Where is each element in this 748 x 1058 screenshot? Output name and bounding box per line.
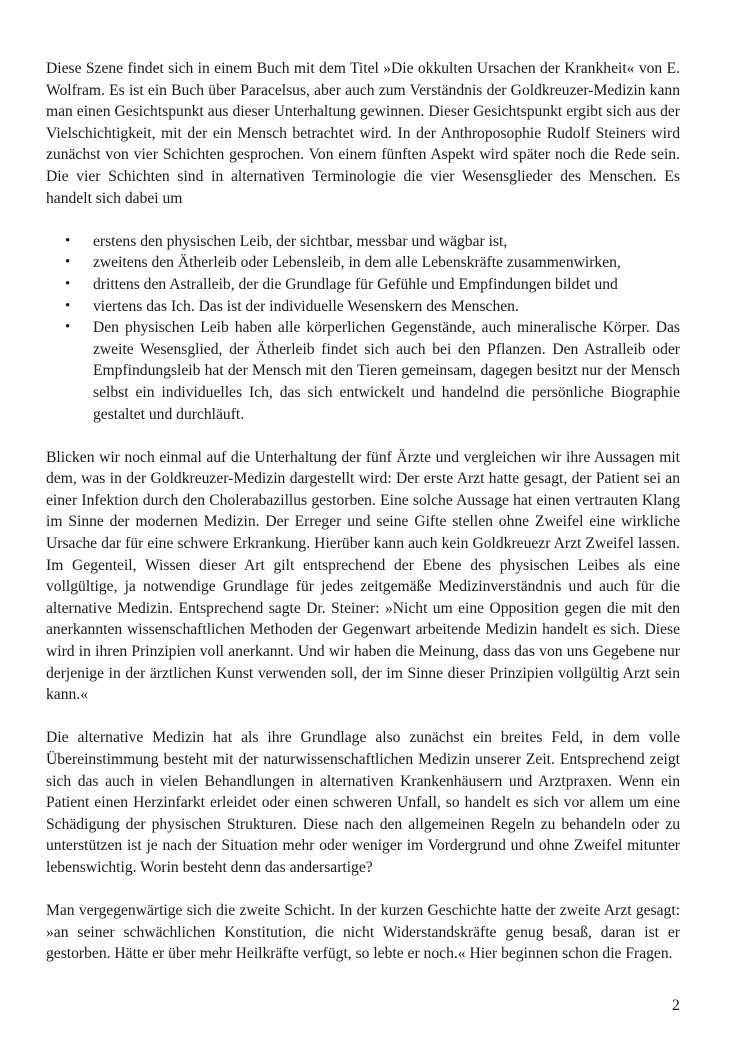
list-item — [46, 252, 680, 274]
list-item-text: drittens den Astralleib, der die Grundlage für Gefühle und Empfindungen bildet und — [93, 275, 618, 293]
paragraph-aerzte: Blicken wir noch einmal auf die Unterhaltung der fünf Ärzte und vergleichen wir ihre Aussagen mit dem, was in der Goldkreuzer-Medizin dargestellt wird: Der erste Arzt hatte gesagt, der Patient sei an einer Infektion durch den Cholerabazillus gestorben. Eine solche Aussage hat einen vertrauten Klang im Sinne der modernen Medizin. Der Erreger und seine Gifte stellen ohne Zweifel eine wirkliche Ursache dar für eine schwere Erkrankung. Hierüber kann auch kein Goldkreuezr Arzt Zweifel lassen. Im Gegenteil, Wissen dieser Art gilt entsprechend der Ebene des physischen Leibes als eine vollgültige, ja notwendige Grundlage für jedes zeitgemäße Medizinverständnis und auch für die alternative Medizin. Entsprechend sagte Dr. Steiner: »Nicht um eine Opposition gegen die mit den anerkannten wissenschaftlichen Methoden der Gegenwart arbeitende Medizin handelt es sich. Diese wird in ihren Prinzipien voll anerkannt. Und wir haben die Meinung, dass das von uns Gegebene nur derjenige in der ärztlichen Kunst verwenden soll, der im Sinne dieser Prinzipien vollgültig Arzt sein kann.« — [46, 448, 680, 704]
list-item — [46, 231, 680, 253]
bullet-icon: • — [65, 319, 71, 336]
wesensglieder-list — [46, 231, 680, 425]
list-item — [46, 317, 680, 425]
list-item-text: erstens den physischen Leib, der sichtbar, messbar und wägbar ist, — [93, 232, 508, 250]
bullet-icon: • — [65, 232, 71, 249]
bullet-icon: • — [65, 275, 71, 292]
paragraph-zweite-schicht: Man vergegenwärtige sich die zweite Schicht. In der kurzen Geschichte hatte der zweite Arzt gesagt: »an seiner schwächlichen Konstitution, die nicht Widerstandskräfte genug besaß, daran ist er gestorben. Hätte er über mehr Heilkräfte verfügt, so lebte er noch.« Hier beginnen schon die Fragen. — [46, 902, 680, 963]
paragraph-alternative-medizin: Die alternative Medizin hat als ihre Grundlage also zunächst ein breites Feld, in dem volle Übereinstimmung besteht mit der naturwissenschaftlichen Medizin unserer Zeit. Entsprechend zeigt sich das auch in vielen Behandlungen in alternativen Krankenhäusern und Arztpraxen. Wenn ein Patient einen Herzinfarkt erleidet oder einen schweren Unfall, so handelt es sich vor allem um eine Schädigung der physischen Strukturen. Diese nach den allgemeinen Regeln zu behandeln oder zu unterstützen ist je nach der Situation mehr oder weniger im Vordergrund und ohne Zweifel mitunter lebenswichtig. Worin besteht denn das andersartige? — [46, 729, 680, 876]
paragraph-gap — [46, 706, 680, 728]
document-page — [46, 58, 680, 965]
paragraph-gap — [46, 425, 680, 447]
list-item — [46, 274, 680, 296]
bullet-icon: • — [65, 297, 71, 314]
list-item-text: Den physischen Leib haben alle körperlichen Gegenstände, auch mineralische Körper. Das zweite Wesensglied, der Ätherleib findet sich auch bei den Pflanzen. Den Astralleib oder Empfindungsleib hat der Mensch mit den Tieren gemeinsam, dagegen besitzt nur der Mensch selbst ein individuelles Ich, das sich entwickelt und handelnd die persönliche Biographie gestaltet und durchläuft. — [93, 319, 680, 423]
paragraph-gap — [46, 209, 680, 231]
bullet-icon: • — [65, 254, 71, 271]
list-item-text: viertens das Ich. Das ist der individuelle Wesenskern des Menschen. — [93, 297, 519, 315]
page-number: 2 — [672, 997, 680, 1014]
paragraph-gap — [46, 879, 680, 901]
list-item — [46, 296, 680, 318]
paragraph-intro: Diese Szene findet sich in einem Buch mit dem Titel »Die okkulten Ursachen der Krankheit« von E. Wolfram. Es ist ein Buch über Paracelsus, aber auch zum Verständnis der Goldkreuzer-Medizin kann man einen Gesichtspunkt aus dieser Unterhaltung gewinnen. Dieser Gesichtspunkt ergibt sich aus der Vielschichtigkeit, mit der ein Mensch betrachtet wird. In der Anthroposophie Rudolf Steiners wird zunächst von vier Schichten gesprochen. Von einem fünften Aspekt wird später noch die Rede sein. Die vier Schichten sind in alternativen Terminologie die vier Wesensglieder des Menschen. Es handelt sich dabei um — [46, 60, 680, 207]
list-item-text: zweitens den Ätherleib oder Lebensleib, in dem alle Lebenskräfte zusammenwirken, — [93, 254, 621, 272]
